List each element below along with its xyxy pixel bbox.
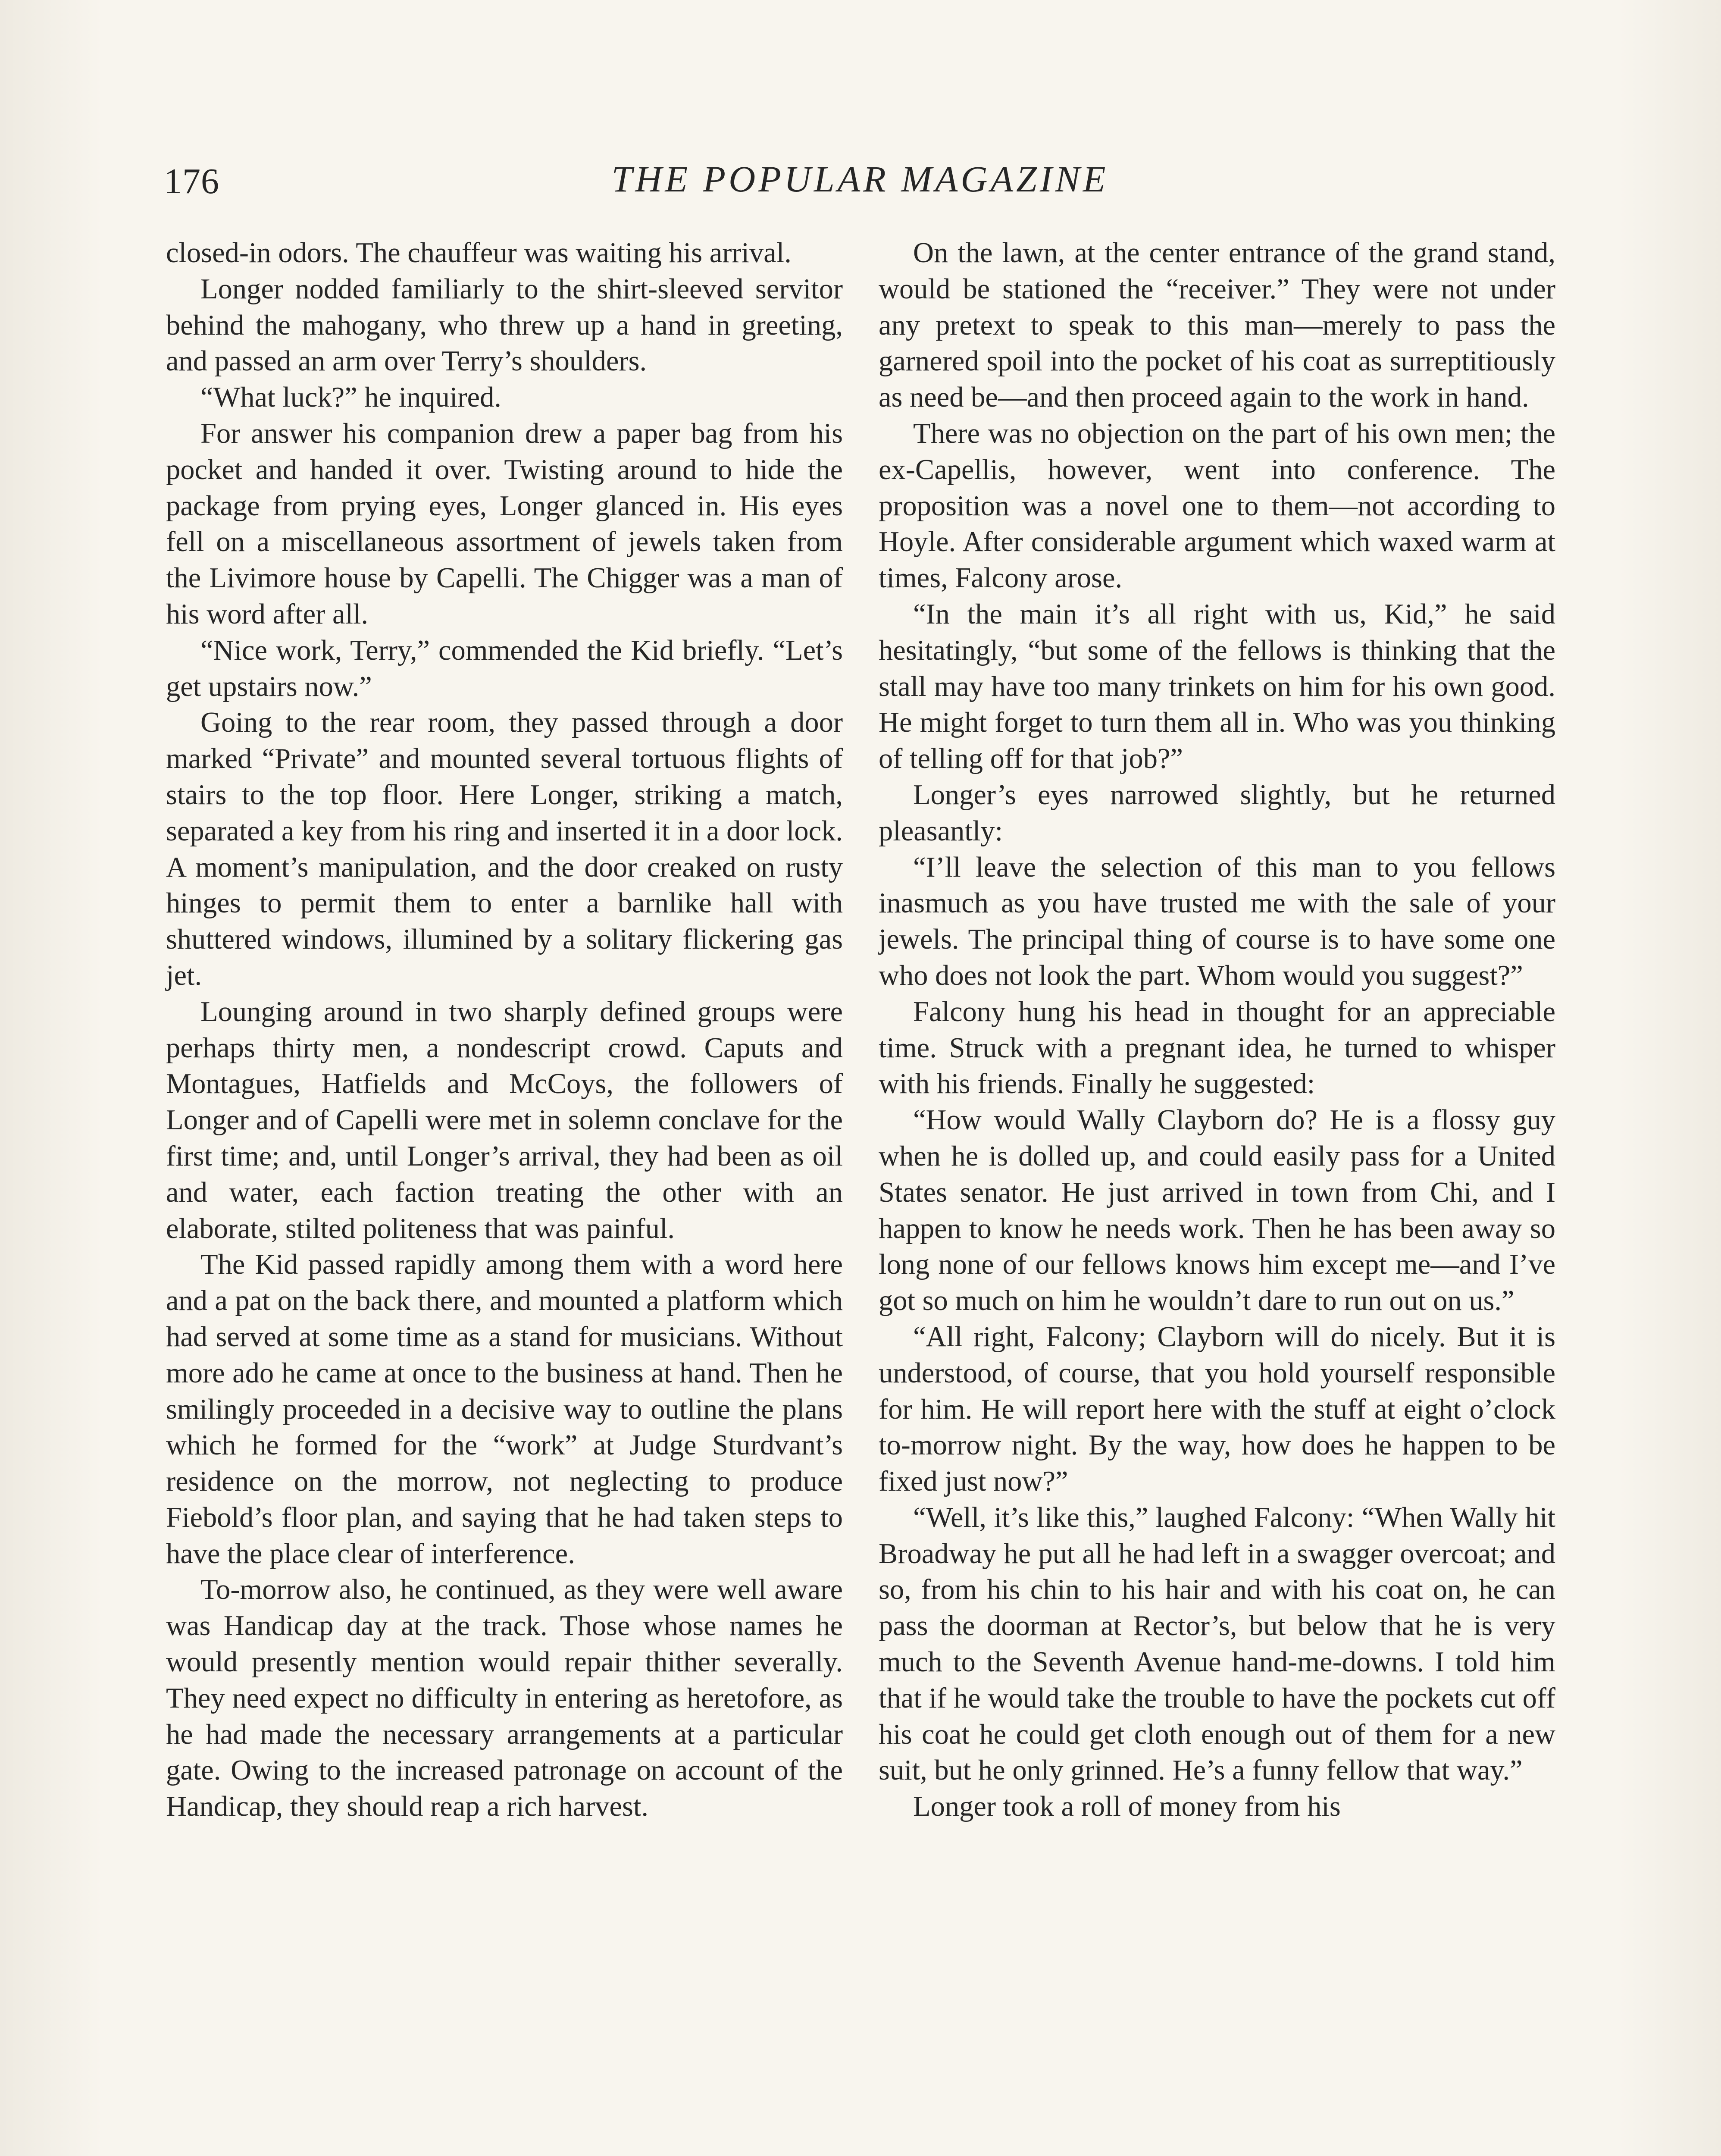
paragraph: Lounging around in two sharply defined groups were perhaps thirty men, a nondescript crowd. Caputs and Montagues, Hatfields and McCoys, the followers of Longer and of Capelli were met in solemn conclave for the first time; and, until Longer’s arrival, they had been as oil and water, each faction treating the other with an elaborate, stilted politeness that was painful. [166,996,843,1244]
paragraph: On the lawn, at the center entrance of the grand stand, would be stationed the “receiver.” They were not under any pretext to speak to this man—merely to pass the garnered spoil into the pocket of his coat as surreptitiously as need be—and then proceed again to the work in hand. [879,237,1555,414]
left-column [166,235,843,1825]
paragraph: The Kid passed rapidly among them with a word here and a pat on the back there, and mounted a platform which had served at some time as a stand for musicians. Without more ado he came at once to the business at hand. Then he smilingly proceeded in a decisive way to outline the plans which he formed for the “work” at Judge Sturdvant’s residence on the morrow, not neglecting to produce Fiebold’s floor plan, and saying that he had taken steps to have the place clear of interference. [166,1249,843,1570]
running-head: THE POPULAR MAGAZINE [611,158,1109,200]
paragraph: For answer his companion drew a paper bag from his pocket and handed it over. Twisting around to hide the package from prying eyes, Longer glanced in. His eyes fell on a miscellaneous assortment of jewels taken from the Livimore house by Capelli. The Chigger was a man of his word after all. [166,417,843,630]
paragraph: closed-in odors. The chauffeur was waiting his arrival. [166,237,792,269]
paragraph: Longer took a roll of money from his [913,1791,1341,1823]
right-column [879,235,1555,1825]
paragraph: “What luck?” he inquired. [200,382,501,414]
page-number: 176 [164,161,219,201]
paragraph: “All right, Falcony; Clayborn will do nicely. But it is understood, of course, that you hold yourself responsible for him. He will report here with the stuff at eight o’clock to-morrow night. By the way, how does he happen to be fixed just now?” [879,1321,1555,1498]
paragraph: To-morrow also, he continued, as they were well aware was Handicap day at the track. Those whose names he would presently mention would repair thither severally. They need expect no difficulty in entering as heretofore, as he had made the necessary arrangements at a particular gate. Owing to the increased patronage on account of the Handicap, they should reap a rich harvest. [166,1574,843,1823]
paragraph: Longer nodded familiarly to the shirt-sleeved servitor behind the mahogany, who threw up a hand in greeting, and passed an arm over Terry’s shoulders. [166,273,843,377]
paragraph: Going to the rear room, they passed through a door marked “Private” and mounted several tortuous flights of stairs to the top floor. Here Longer, striking a match, separated a key from his ring and inserted it in a door lock. A moment’s manipulation, and the door creaked on rusty hinges to permit them to enter a barnlike hall with shuttered windows, illumined by a solitary flickering gas jet. [166,707,843,991]
paragraph: “How would Wally Clayborn do? He is a flossy guy when he is dolled up, and could easily pass for a United States senator. He just arrived in town from Chi, and I happen to know he needs work. Then he has been away so long none of our fellows knows him except me—and I’ve got so much on him he wouldn’t dare to run out on us.” [879,1104,1555,1317]
paragraph: Longer’s eyes narrowed slightly, but he returned pleasantly: [879,779,1555,847]
page-header [164,157,1556,213]
paragraph: There was no objection on the part of his own men; the ex-Capellis, however, went into conference. The proposition was a novel one to them—not according to Hoyle. After considerable argument which waxed warm at times, Falcony arose. [879,417,1555,594]
paragraph: Falcony hung his head in thought for an appreciable time. Struck with a pregnant idea, he turned to whisper with his friends. Finally he suggested: [879,996,1555,1100]
paragraph: “Well, it’s like this,” laughed Falcony: “When Wally hit Broadway he put all he had left in a swagger overcoat; and so, from his chin to his hair and with his coat on, he can pass the doorman at Rector’s, but below that he is very much to the Seventh Avenue hand-me-downs. I told him that if he would take the trouble to have the pockets cut off his coat he could get cloth enough out of them for a new suit, but he only grinned. He’s a funny fellow that way.” [879,1501,1555,1786]
paragraph: “Nice work, Terry,” commended the Kid briefly. “Let’s get upstairs now.” [166,634,843,702]
paragraph: “I’ll leave the selection of this man to you fellows inasmuch as you have trusted me with the sale of your jewels. The principal thing of course is to have some one who does not look the part. Whom would you suggest?” [879,851,1555,991]
paragraph: “In the main it’s all right with us, Kid,” he said hesitatingly, “but some of the fellows is thinking that the stall may have too many trinkets on him for his own good. He might forget to turn them all in. Who was you thinking of telling off for that job?” [879,598,1555,775]
